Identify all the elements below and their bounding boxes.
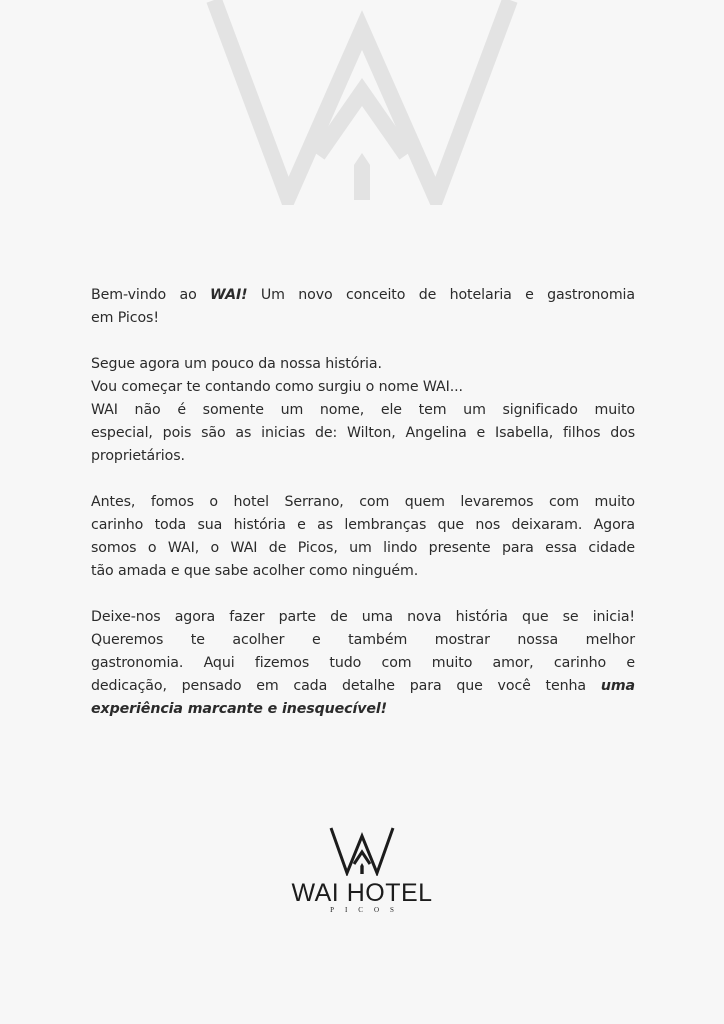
text-line: somos o WAI, o WAI de Picos, um lindo presente para essa cidade (91, 540, 635, 556)
text-line: Vou começar te contando como surgiu o nome WAI... (91, 379, 463, 395)
paragraph-welcome (91, 284, 635, 330)
text-line: proprietários. (91, 448, 185, 464)
logo-name: WAI HOTEL (291, 879, 433, 907)
text-line: Queremos te acolher e também mostrar nossa melhor (91, 632, 635, 648)
text-line: dedicação, pensado em cada detalhe para que você tenha uma (91, 678, 635, 694)
wai-monogram-watermark-icon (206, 0, 518, 205)
text-line: gastronomia. Aqui fizemos tudo com muito amor, carinho e (91, 655, 635, 671)
logo-subtitle: PICOS (330, 906, 405, 914)
text-line: WAI não é somente um nome, ele tem um significado muito (91, 402, 635, 418)
text-line: em Picos! (91, 310, 159, 326)
text-line: tão amada e que sabe acolher como ninguém. (91, 563, 419, 579)
wai-hotel-logo (282, 826, 442, 926)
brand-emphasis: WAI! (210, 287, 248, 303)
welcome-letter (91, 284, 635, 744)
text-line: especial, pois são as inicias de: Wilton, Angelina e Isabella, filhos dos (91, 425, 635, 441)
paragraph-hotel-serrano (91, 491, 635, 583)
closing-emphasis: uma (600, 678, 635, 694)
paragraph-invitation (91, 606, 635, 721)
paragraph-history (91, 353, 635, 468)
text-line: Bem-vindo ao WAI! Um novo conceito de hotelaria e gastronomia (91, 287, 635, 303)
text-line: carinho toda sua história e as lembranças que nos deixaram. Agora (91, 517, 635, 533)
wai-logo-mark-icon (329, 826, 395, 876)
text-line: Antes, fomos o hotel Serrano, com quem levaremos com muito (91, 494, 635, 510)
text-line: Deixe-nos agora fazer parte de uma nova história que se inicia! (91, 609, 635, 625)
text-line: Segue agora um pouco da nossa história. (91, 356, 382, 372)
closing-emphasis: experiência marcante e inesquecível! (91, 701, 388, 717)
